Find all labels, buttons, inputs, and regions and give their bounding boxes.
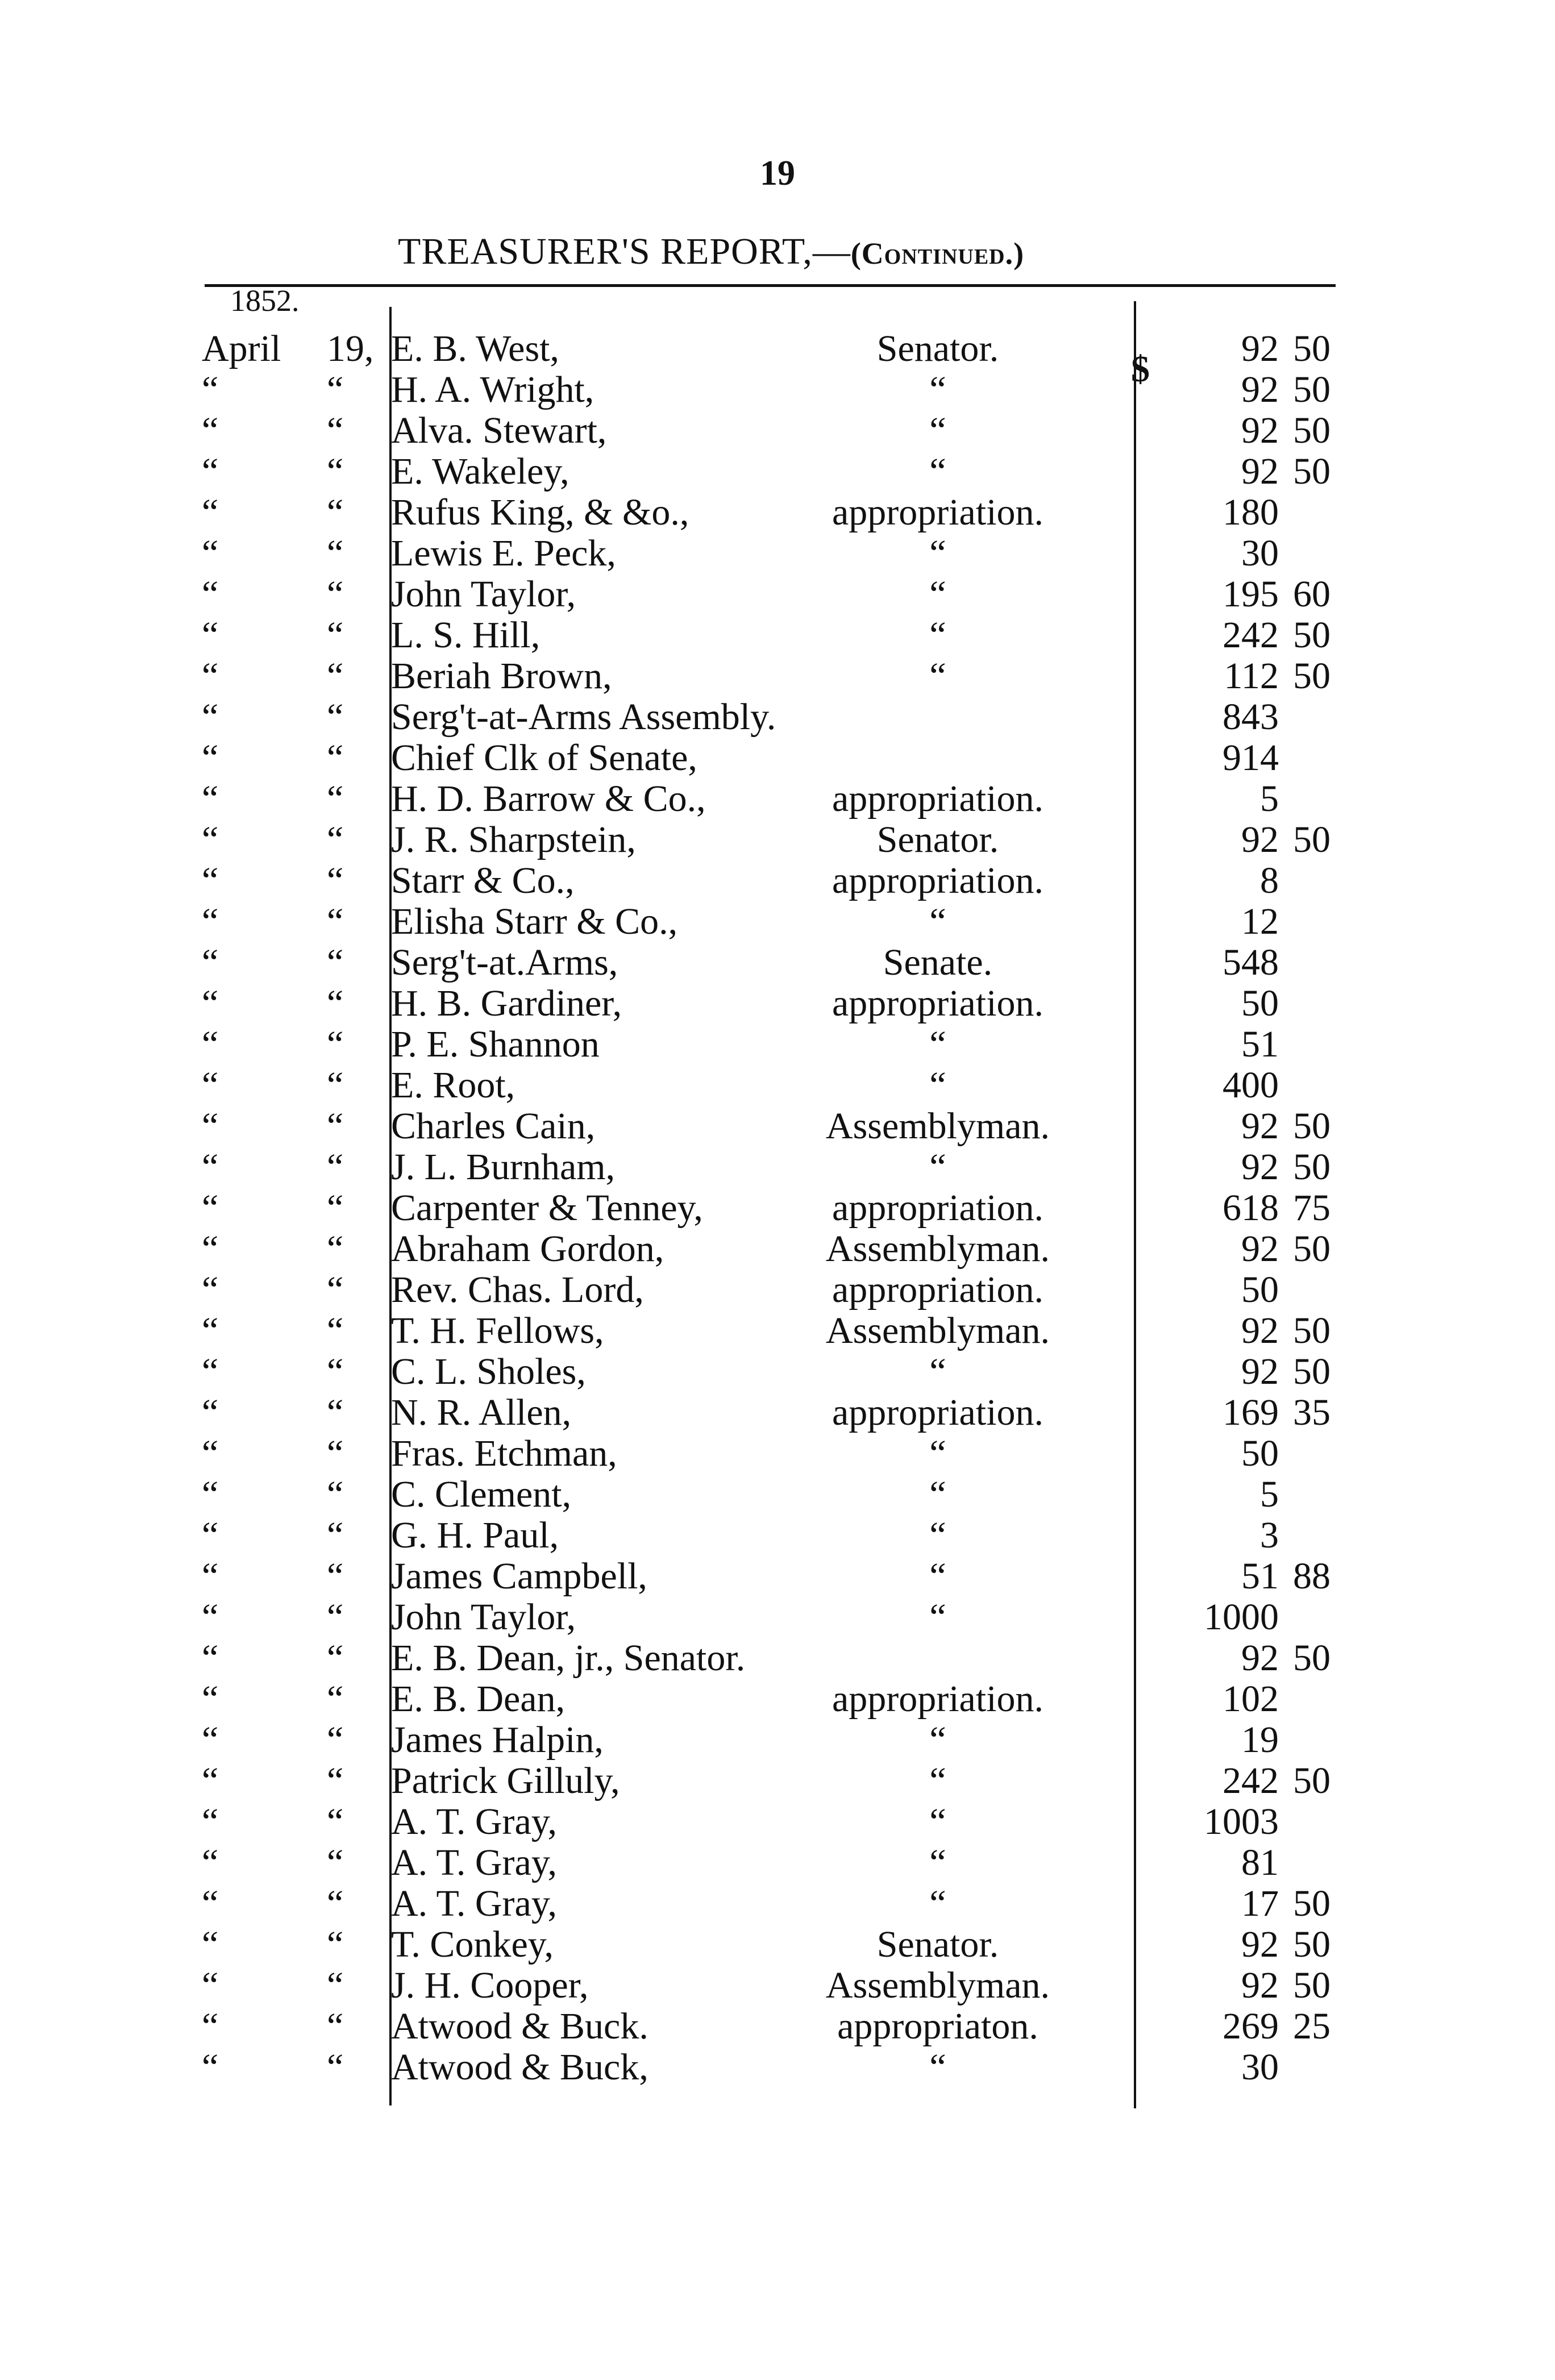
entry-name: E. B. Dean, [391, 1678, 566, 1720]
entry-dollars: 1000 [1204, 1596, 1279, 1638]
ledger-row [0, 492, 1555, 533]
entry-name: E. Wakeley, [391, 451, 569, 492]
entry-day: “ [327, 1883, 344, 1924]
ledger-row [0, 901, 1555, 942]
entry-month: “ [202, 1842, 219, 1883]
entry-month: “ [202, 901, 219, 942]
ledger-row [0, 1351, 1555, 1392]
entry-cents: 25 [1293, 2005, 1331, 2047]
entry-day: “ [327, 1269, 344, 1310]
entry-cents: 60 [1293, 573, 1331, 615]
entry-dollars: 92 [1241, 1146, 1279, 1188]
entry-cents: 50 [1293, 655, 1331, 697]
ledger-row [0, 1720, 1555, 1761]
entry-name: Beriah Brown, [391, 655, 612, 697]
entry-month: “ [202, 1351, 219, 1392]
ledger-row [0, 738, 1555, 779]
entry-name: Starr & Co., [391, 860, 575, 901]
entry-dollars: 548 [1223, 942, 1279, 983]
entry-type: appropriation. [831, 983, 1044, 1024]
entry-month: “ [202, 860, 219, 901]
entry-type: Senator. [876, 328, 999, 369]
entry-month: “ [202, 1228, 219, 1270]
entry-month: “ [202, 1514, 219, 1556]
entry-dollars: 17 [1241, 1883, 1279, 1924]
ledger-row [0, 1147, 1555, 1188]
entry-month: “ [202, 2005, 219, 2047]
entry-cents: 50 [1293, 1965, 1331, 2006]
entry-dollars: 81 [1241, 1842, 1279, 1883]
entry-month: “ [202, 1474, 219, 1515]
entry-name: T. Conkey, [391, 1924, 554, 1965]
report-title-continued: (Continued.) [850, 236, 1025, 271]
entry-cents: 50 [1293, 451, 1331, 492]
entry-month: “ [202, 1146, 219, 1188]
entry-dollars: 843 [1223, 696, 1279, 738]
entry-name: Abraham Gordon, [391, 1228, 664, 1270]
entry-day: “ [327, 860, 344, 901]
ledger-row [0, 1188, 1555, 1229]
entry-day: “ [327, 1637, 344, 1679]
entry-type: appropriation. [831, 1678, 1044, 1720]
ledger-row [0, 574, 1555, 615]
ledger-row [0, 983, 1555, 1024]
entry-dollars: 92 [1241, 1965, 1279, 2006]
entry-dollars: 92 [1241, 819, 1279, 860]
entry-type: “ [929, 1596, 946, 1638]
entry-name: James Halpin, [391, 1719, 604, 1761]
entry-dollars: 269 [1223, 2005, 1279, 2047]
entry-dollars: 30 [1241, 2046, 1279, 2088]
entry-type: “ [929, 1801, 946, 1842]
entry-dollars: 92 [1241, 1310, 1279, 1351]
entry-type: appropriaton. [837, 2005, 1038, 2047]
entry-dollars: 50 [1241, 1269, 1279, 1310]
entry-day: “ [327, 1842, 344, 1883]
entry-name: Serg't-at-Arms Assembly. [391, 696, 776, 738]
entry-type: Senator. [876, 1924, 999, 1965]
entry-day: “ [327, 1555, 344, 1597]
entry-name: Atwood & Buck, [391, 2046, 648, 2088]
ledger-row [0, 2006, 1555, 2047]
ledger-row [0, 1392, 1555, 1433]
entry-cents: 50 [1293, 1105, 1331, 1147]
entry-type: “ [929, 369, 946, 410]
entry-dollars: 5 [1260, 778, 1279, 819]
entry-name: Lewis E. Peck, [391, 532, 616, 574]
entry-day: “ [327, 901, 344, 942]
entry-day: “ [327, 1187, 344, 1229]
entry-month: “ [202, 1392, 219, 1433]
ledger-row [0, 1229, 1555, 1270]
entry-day: “ [327, 1474, 344, 1515]
entry-month: “ [202, 614, 219, 656]
entry-name: J. H. Cooper, [391, 1965, 589, 2006]
entry-month: “ [202, 1883, 219, 1924]
entry-month: “ [202, 1023, 219, 1065]
entry-day: “ [327, 1433, 344, 1474]
entry-dollars: 914 [1223, 737, 1279, 779]
entry-month: “ [202, 1064, 219, 1106]
entry-type: Assemblyman. [825, 1965, 1050, 2006]
ledger-row [0, 860, 1555, 901]
entry-cents: 50 [1293, 369, 1331, 410]
entry-dollars: 51 [1241, 1023, 1279, 1065]
entry-day: “ [327, 942, 344, 983]
entry-type: “ [929, 1514, 946, 1556]
entry-day: “ [327, 1924, 344, 1965]
entry-dollars: 102 [1223, 1678, 1279, 1720]
entry-type: Senator. [876, 819, 999, 860]
entry-cents: 88 [1293, 1555, 1331, 1597]
entry-month: “ [202, 451, 219, 492]
entry-day: “ [327, 696, 344, 738]
ledger-row [0, 1638, 1555, 1679]
entry-name: J. R. Sharpstein, [391, 819, 636, 860]
entry-day: “ [327, 573, 344, 615]
entry-day: “ [327, 737, 344, 779]
entry-cents: 50 [1293, 1637, 1331, 1679]
entry-name: L. S. Hill, [391, 614, 540, 656]
ledger-row [0, 697, 1555, 738]
entry-month: “ [202, 1269, 219, 1310]
entry-month: April [202, 328, 281, 369]
entry-dollars: 618 [1223, 1187, 1279, 1229]
ledger-row [0, 1842, 1555, 1883]
entry-day: “ [327, 655, 344, 697]
entry-name: Carpenter & Tenney, [391, 1187, 703, 1229]
entry-month: “ [202, 573, 219, 615]
dollar-sign: $ [1131, 348, 1150, 390]
entry-dollars: 92 [1241, 1228, 1279, 1270]
entry-day: “ [327, 1678, 344, 1720]
entry-dollars: 92 [1241, 369, 1279, 410]
entry-day: “ [327, 1105, 344, 1147]
entry-name: H. D. Barrow & Co., [391, 778, 706, 819]
entry-month: “ [202, 983, 219, 1024]
entry-cents: 50 [1293, 1760, 1331, 1801]
entry-day: “ [327, 1760, 344, 1801]
entry-name: John Taylor, [391, 573, 576, 615]
entry-cents: 50 [1293, 819, 1331, 860]
ledger-row [0, 328, 1555, 369]
entry-day: “ [327, 819, 344, 860]
entry-type: appropriation. [831, 1269, 1044, 1310]
entry-dollars: 92 [1241, 410, 1279, 451]
entry-day: “ [327, 1514, 344, 1556]
entry-cents: 75 [1293, 1187, 1331, 1229]
entry-type: “ [929, 1064, 946, 1106]
entry-month: “ [202, 410, 219, 451]
ledger-row [0, 779, 1555, 819]
entry-day: “ [327, 532, 344, 574]
entry-type: “ [929, 1719, 946, 1761]
ledger-row [0, 1024, 1555, 1065]
ledger-row [0, 656, 1555, 697]
entry-month: “ [202, 1310, 219, 1351]
entry-dollars: 8 [1260, 860, 1279, 901]
entry-month: “ [202, 737, 219, 779]
entry-dollars: 92 [1241, 1351, 1279, 1392]
entry-cents: 50 [1293, 1883, 1331, 1924]
entry-day: “ [327, 1596, 344, 1638]
report-title [398, 230, 1024, 273]
entry-name: H. B. Gardiner, [391, 983, 622, 1024]
entry-day: “ [327, 369, 344, 410]
entry-day: “ [327, 1310, 344, 1351]
entry-dollars: 195 [1223, 573, 1279, 615]
ledger-row [0, 1597, 1555, 1638]
entry-day: “ [327, 1146, 344, 1188]
entry-type: “ [929, 1351, 946, 1392]
entry-month: “ [202, 1965, 219, 2006]
entry-month: “ [202, 696, 219, 738]
entry-name: Atwood & Buck. [391, 2005, 648, 2047]
ledger-row [0, 369, 1555, 410]
ledger-row [0, 1310, 1555, 1351]
entry-cents: 50 [1293, 614, 1331, 656]
ledger-row [0, 533, 1555, 574]
entry-name: P. E. Shannon [391, 1023, 600, 1065]
entry-name: A. T. Gray, [391, 1801, 558, 1842]
ledger-row [0, 1679, 1555, 1720]
ledger-row [0, 451, 1555, 492]
entry-month: “ [202, 778, 219, 819]
entry-cents: 50 [1293, 1228, 1331, 1270]
entry-dollars: 50 [1241, 983, 1279, 1024]
entry-type: appropriation. [831, 1187, 1044, 1229]
entry-name: Rev. Chas. Lord, [391, 1269, 644, 1310]
entry-name: Patrick Gilluly, [391, 1760, 620, 1801]
entry-dollars: 169 [1223, 1392, 1279, 1433]
entry-month: “ [202, 1760, 219, 1801]
entry-name: C. L. Sholes, [391, 1351, 586, 1392]
entry-dollars: 19 [1241, 1719, 1279, 1761]
ledger-row [0, 410, 1555, 451]
entry-dollars: 180 [1223, 492, 1279, 533]
entry-month: “ [202, 492, 219, 533]
entry-cents: 50 [1293, 1924, 1331, 1965]
entry-day: “ [327, 2046, 344, 2088]
entry-dollars: 92 [1241, 1105, 1279, 1147]
entry-day: “ [327, 492, 344, 533]
entry-name: Elisha Starr & Co., [391, 901, 678, 942]
entry-cents: 50 [1293, 410, 1331, 451]
ledger-row [0, 1801, 1555, 1842]
entry-name: E. Root, [391, 1064, 515, 1106]
entry-month: “ [202, 2046, 219, 2088]
entry-month: “ [202, 1187, 219, 1229]
entry-month: “ [202, 1924, 219, 1965]
ledger-row [0, 942, 1555, 983]
ledger-row [0, 1924, 1555, 1965]
entry-type: “ [929, 1555, 946, 1597]
entry-month: “ [202, 1637, 219, 1679]
entry-month: “ [202, 532, 219, 574]
entry-day: “ [327, 1801, 344, 1842]
entry-type: Assemblyman. [825, 1228, 1050, 1270]
entry-dollars: 400 [1223, 1064, 1279, 1106]
entry-name: Charles Cain, [391, 1105, 596, 1147]
entry-name: N. R. Allen, [391, 1392, 572, 1433]
entry-type: Assemblyman. [825, 1310, 1050, 1351]
entry-type: “ [929, 1760, 946, 1801]
ledger-row [0, 819, 1555, 860]
entry-type: “ [929, 1474, 946, 1515]
entry-name: A. T. Gray, [391, 1883, 558, 1924]
entry-name: A. T. Gray, [391, 1842, 558, 1883]
ledger-row [0, 1556, 1555, 1597]
entry-month: “ [202, 1801, 219, 1842]
entry-type: “ [929, 1023, 946, 1065]
entry-month: “ [202, 1433, 219, 1474]
entry-name: J. L. Burnham, [391, 1146, 616, 1188]
entry-day: “ [327, 1064, 344, 1106]
report-title-main: TREASURER'S REPORT,— [398, 231, 851, 272]
entry-type: “ [929, 655, 946, 697]
entry-name: Rufus King, & &o., [391, 492, 689, 533]
entry-cents: 50 [1293, 1351, 1331, 1392]
year-label: 1852. [230, 284, 300, 318]
ledger-row [0, 1065, 1555, 1106]
entry-day: “ [327, 1351, 344, 1392]
entry-dollars: 30 [1241, 532, 1279, 574]
entry-name: T. H. Fellows, [391, 1310, 604, 1351]
entry-month: “ [202, 819, 219, 860]
ledger-row [0, 1433, 1555, 1474]
entry-type: “ [929, 614, 946, 656]
ledger-row [0, 1474, 1555, 1515]
entry-type: “ [929, 410, 946, 451]
entry-name: Alva. Stewart, [391, 410, 607, 451]
entry-cents: 50 [1293, 1310, 1331, 1351]
entry-day: “ [327, 410, 344, 451]
entry-type: “ [929, 2046, 946, 2088]
ledger-row [0, 1965, 1555, 2006]
entry-day: “ [327, 1023, 344, 1065]
entry-type: Senate. [883, 942, 993, 983]
entry-name: John Taylor, [391, 1596, 576, 1638]
entry-type: appropriation. [831, 860, 1044, 901]
entry-name: James Campbell, [391, 1555, 647, 1597]
entry-name: E. B. Dean, jr., Senator. [391, 1637, 746, 1679]
entry-cents: 50 [1293, 1146, 1331, 1188]
entry-month: “ [202, 1555, 219, 1597]
entry-name: E. B. West, [391, 328, 559, 369]
entry-dollars: 1003 [1204, 1801, 1279, 1842]
entry-dollars: 50 [1241, 1433, 1279, 1474]
entry-dollars: 112 [1224, 655, 1279, 697]
entry-type: “ [929, 532, 946, 574]
entry-name: Fras. Etchman, [391, 1433, 617, 1474]
ledger-row [0, 1270, 1555, 1310]
entry-dollars: 92 [1241, 1637, 1279, 1679]
entry-type: appropriation. [831, 778, 1044, 819]
entry-dollars: 5 [1260, 1474, 1279, 1515]
entry-cents: 35 [1293, 1392, 1331, 1433]
ledger-row [0, 615, 1555, 656]
entry-cents: 50 [1293, 328, 1331, 369]
entry-day: “ [327, 2005, 344, 2047]
entry-month: “ [202, 369, 219, 410]
entry-dollars: 92 [1241, 1924, 1279, 1965]
entry-name: Chief Clk of Senate, [391, 737, 697, 779]
entry-day: “ [327, 1719, 344, 1761]
entry-dollars: 12 [1241, 901, 1279, 942]
entry-type: “ [929, 1842, 946, 1883]
entry-day: “ [327, 451, 344, 492]
entry-dollars: 3 [1260, 1514, 1279, 1556]
entry-name: H. A. Wright, [391, 369, 594, 410]
entry-day: “ [327, 614, 344, 656]
ledger-table [0, 328, 1555, 2088]
page-number: 19 [760, 154, 795, 193]
entry-month: “ [202, 1596, 219, 1638]
entry-day: “ [327, 983, 344, 1024]
entry-type: “ [929, 451, 946, 492]
entry-month: “ [202, 1105, 219, 1147]
entry-month: “ [202, 655, 219, 697]
entry-dollars: 92 [1241, 451, 1279, 492]
entry-day: “ [327, 1392, 344, 1433]
entry-dollars: 242 [1223, 1760, 1279, 1801]
entry-type: Assemblyman. [825, 1105, 1050, 1147]
entry-dollars: 242 [1223, 614, 1279, 656]
entry-name: G. H. Paul, [391, 1514, 559, 1556]
entry-dollars: 51 [1241, 1555, 1279, 1597]
ledger-row [0, 1106, 1555, 1147]
entry-type: appropriation. [831, 1392, 1044, 1433]
entry-day: “ [327, 1228, 344, 1270]
header-rule [205, 284, 1336, 287]
entry-month: “ [202, 942, 219, 983]
entry-name: C. Clement, [391, 1474, 572, 1515]
entry-type: “ [929, 901, 946, 942]
entry-month: “ [202, 1719, 219, 1761]
entry-type: “ [929, 573, 946, 615]
entry-day: 19, [327, 328, 374, 369]
entry-day: “ [327, 778, 344, 819]
entry-name: Serg't-at.Arms, [391, 942, 618, 983]
entry-type: “ [929, 1883, 946, 1924]
entry-dollars: 92 [1241, 328, 1279, 369]
ledger-row [0, 1883, 1555, 1924]
entry-day: “ [327, 1965, 344, 2006]
entry-type: “ [929, 1433, 946, 1474]
ledger-row [0, 2047, 1555, 2088]
entry-type: appropriation. [831, 492, 1044, 533]
entry-type: “ [929, 1146, 946, 1188]
entry-month: “ [202, 1678, 219, 1720]
ledger-row [0, 1761, 1555, 1801]
ledger-row [0, 1515, 1555, 1556]
